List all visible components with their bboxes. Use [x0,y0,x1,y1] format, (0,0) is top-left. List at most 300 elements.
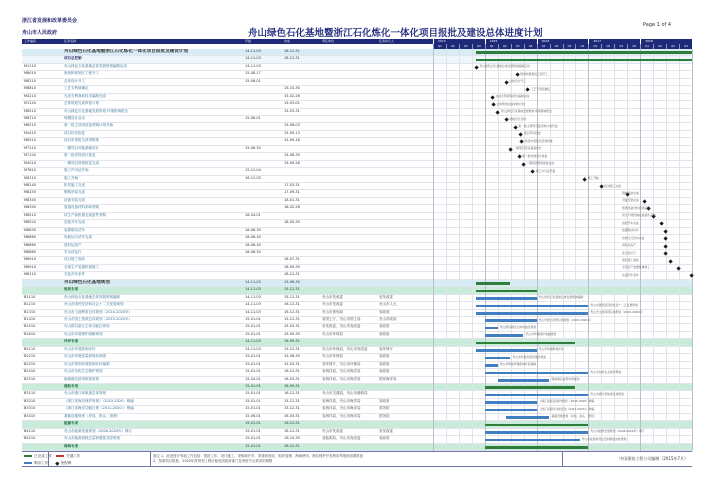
task-name: 舟山绿色石化基地总体发展规划编制 [64,294,120,299]
grid-line [653,49,654,451]
task-id: M8110 [24,175,36,180]
task-end: 16-12-31 [284,309,300,314]
quarter-label: Q4 [575,44,588,49]
task-start: 18-04-01 [245,212,261,217]
grid-line [485,49,486,451]
bar-label: 舟山市环境保护战略规划 [525,332,557,337]
task-id: M7120 [24,153,36,158]
grid-line [498,49,499,451]
milestone-diamond-icon[interactable] [664,237,669,242]
task-id: M4010 [24,160,36,165]
task-name: 舟山市国民经济和社会十二五发展规划 [64,302,124,307]
milestone-diamond-icon[interactable] [517,155,522,160]
quarter-label: Q4 [524,44,537,49]
task-start: 18-06-30 [245,235,261,240]
task-id: M8510 [24,212,36,217]
gantt-chart [433,49,692,451]
quarter-label: Q2 [446,44,459,49]
task-name: 施工许可证开始 [64,168,89,173]
task-approver: 省政府 [379,398,390,403]
task-id: M8910 [24,264,36,269]
task-end: 16-09-31 [284,339,300,344]
task-owner: 舟山市环保局 [322,354,343,359]
bar-label: 舟山市国土资源总体规划（2015-2020年） [538,317,593,322]
task-end: 15-03-31 [284,324,300,329]
year-2017: 2017 [588,39,640,44]
task-name: 设备安装完成 [64,197,85,202]
year-2016: 2016 [537,39,589,44]
quarter-label: Q1 [588,44,601,49]
task-end: 16-12-31 [284,391,300,396]
col-start[interactable]: 开始 [245,39,252,43]
summary-bar[interactable] [476,282,510,285]
grid-line [679,49,680,451]
task-approver: 国务院 [379,413,390,418]
milestone-label: 试生产前机械完成备件采购 [622,213,656,218]
task-owner: 省海洋局，舟山市海洋局 [322,369,361,374]
task-id: B4110 [24,428,36,433]
task-start: 14-11-03 [245,63,261,68]
task-owner: 舟山市发改委 [322,294,343,299]
task-start: 15-01-01 [245,331,261,336]
milestone-label: 完成专利商和技术编制完成 [495,94,530,99]
milestone-label: 项目申请报告获得核准 [524,138,553,143]
task-owner: 省国土厅，舟山市国土局 [322,317,361,321]
milestone-diamond-icon[interactable] [508,147,513,152]
col-name[interactable]: 任务名称 [64,39,77,43]
task-bar[interactable] [476,312,588,315]
milestone-diamond-icon[interactable] [491,103,496,108]
milestone-diamond-icon[interactable] [599,184,604,189]
task-start: 15-01-01 [245,436,261,441]
legend-critical: 关键工作 [56,454,80,459]
task-start: 18-06-30 [245,242,261,247]
quarter-label: Q2 [550,44,563,49]
quarter-label: Q2 [601,44,614,49]
credit: 中国建筑工程公司编制（2015年7月） [619,456,688,461]
task-id: B4210 [24,436,36,441]
grid-line [614,49,615,451]
task-end: 16-03-31 [284,376,300,381]
task-end: 15-09-30 [284,331,300,336]
bar-label: 舟山市环境容量和现状调查 [512,354,547,359]
task-id: B1410 [24,317,36,321]
task-end: 18-05-30 [284,220,300,225]
year-2015: 2015 [485,39,537,44]
milestone-label: 完备开车条件 [622,272,639,277]
task-bar[interactable] [485,372,589,375]
summary-bar[interactable] [485,446,589,449]
task-id: M8340 [24,197,36,202]
task-name: 海域海岛使用审批规划 [64,376,99,381]
task-owner: 舟山市规划局 [322,309,343,314]
task-id: M8510 [24,138,36,143]
task-end: 15-02-26 [284,93,300,98]
task-end: 16-12-31 [284,302,300,307]
milestone-diamond-icon[interactable] [677,266,682,271]
task-start: 15-04-01 [245,376,261,381]
task-start: 15-06-01 [245,78,261,83]
milestone-diamond-icon[interactable] [504,80,509,85]
milestone-label: 第一批主项用设备采购计划开始 [518,124,558,129]
bar-label: 《浙江省海洋功能区划（2011-2020）》修编 [538,406,595,411]
task-end: 15-12-31 [284,317,300,321]
task-end: 18-12-31 [284,49,300,53]
task-id: M8110 [24,272,36,277]
header-org-1: 浙江省发展和改革委员会 [22,18,78,24]
milestone-diamond-icon[interactable] [664,251,669,256]
task-name: 施工开始 [64,175,78,180]
task-start: 15-01-01 [245,421,261,426]
task-id: B3210 [24,398,36,403]
task-end: 18-12-31 [284,56,300,61]
task-start: 15-01-01 [245,384,261,388]
grid-line [459,49,460,451]
task-start: 15-06-01 [245,116,261,120]
bar-label: 舟山绿色石化基地总体发展规划编制 [538,295,584,300]
task-bar[interactable] [498,379,550,382]
task-start: 15-12-04 [245,168,261,173]
task-name: 《浙江省海洋功能区划（2011-2020）》修编 [64,406,134,411]
milestone-diamond-icon[interactable] [504,117,509,122]
task-end: 18-09-30 [284,264,300,269]
task-name: 试生产前机械完成备件采购 [64,212,106,217]
task-approver: 省发改委 [379,294,393,299]
milestone-label: 一期项目可能基础设计 [513,146,542,151]
task-approver: 省政府 [379,309,390,314]
milestone-label: 工艺专利商确定 [530,86,551,91]
quarter-label: Q1 [537,44,550,49]
task-start: 15-01-01 [245,391,261,396]
task-name: 装置联动试车 [64,227,85,232]
task-owner: 省能源局，舟山市发改委 [322,436,361,441]
task-id: M8350 [24,205,36,210]
milestone-diamond-icon[interactable] [668,259,673,264]
task-end: 16-12-31 [284,443,300,448]
task-id: B2410 [24,369,36,374]
task-end: 18-07-31 [284,257,300,262]
task-id: M8860 [24,235,36,240]
summary-bar[interactable] [485,386,576,389]
task-id: M8010 [24,71,36,76]
task-owner: 省海洋局，舟山市海洋局 [322,398,361,403]
task-id: M8810 [24,86,36,91]
task-owner: 舟山市发改委 [322,302,343,307]
task-bar[interactable] [476,349,536,352]
task-id: B2310 [24,361,36,366]
milestone-diamond-icon[interactable] [513,125,518,130]
quarter-label: Q3 [459,44,472,49]
quarter-label: Q3 [511,44,524,49]
quarter-label: Q2 [653,44,666,49]
task-name: 规划专项 [64,287,78,292]
task-end: 18-02-28 [284,205,300,210]
quarter-label: Q4 [679,44,692,49]
milestone-label: 总体设计开工 [509,79,527,84]
task-end: 15-03-01 [284,101,300,106]
bar-label: 舟山市能源消耗总量和强度双控规划 [581,436,627,441]
col-owner[interactable]: 责任单位 [322,39,335,43]
task-name: 海域专项 [64,443,78,448]
quarter-label: Q3 [614,44,627,49]
task-owner: 舟山市发改委 [322,428,343,433]
year-2018: 2018 [640,39,692,44]
summary-bar[interactable] [476,342,575,345]
milestone-label: 安全试运行 [622,250,636,255]
task-id: M8910 [24,257,36,262]
task-start: 14-11-03 [245,302,261,307]
task-name: 一期项目规划批复完成 [64,160,99,165]
task-name: 项目环评批复 [64,130,85,135]
task-name: 总体设计开工 [64,78,85,83]
task-bar[interactable] [485,394,589,397]
milestone-diamond-icon[interactable] [515,73,520,78]
milestone-label: 进料运投产 [622,243,636,248]
task-name: 舟山市环境保护战略规划 [64,331,103,336]
col-end[interactable]: 完成 [284,39,291,43]
task-approver: 省环保厅 [379,346,393,351]
milestone-label: 首批开车完成 [622,220,639,225]
task-id: B1610 [24,331,36,336]
task-name: 舟山市岛屿生态保护规划 [64,369,103,374]
quarter-label: Q4 [472,44,485,49]
task-approver: 省政府 [379,369,390,374]
task-id: B2110 [24,346,36,351]
task-start: 15-08-17 [245,71,261,76]
task-end: 16-12-31 [284,369,300,374]
task-end: 16-12-31 [284,421,300,426]
bar-label: 《浙江省海岛保护规划》（2015-2020）修编 [538,399,595,404]
task-name: 基础设施规划（岸线、码头、管网） [64,413,120,418]
task-name: 舟山市能源发展规划（2006-2020年）修订 [64,428,133,433]
milestone-label: 全部生产装置机械竣工 [622,265,650,270]
grid-line [472,49,473,451]
page-number: Page 1 of 4 [643,22,672,28]
milestone-label: 第一批详细设计批复 [522,153,548,158]
task-bar[interactable] [485,364,498,367]
task-owner: 舟山市交通局，舟山市港航局 [322,391,368,396]
task-bar[interactable] [485,431,589,434]
quarter-label: Q4 [627,44,640,49]
task-name: 项目总控制 [64,56,82,61]
task-end: 16-03-31 [284,413,300,418]
milestone-label: 机具施工完成 [604,183,622,188]
task-end: 15-06-30 [284,354,300,359]
footer [22,451,692,467]
task-end: 15-08-03 [284,123,300,128]
task-bar[interactable] [485,357,511,360]
task-start: 15-06-01 [245,413,261,418]
grid-line [446,49,447,451]
milestone-diamond-icon[interactable] [519,132,524,137]
bar-label: 基础设施规划（岸线、码头、管网） [551,414,597,419]
grid-line [601,49,602,451]
bar-label: 舟山市土地利用总体规划（2010-2020年） [590,310,645,315]
quarter-label: Q2 [498,44,511,49]
task-id: M1120 [24,101,36,106]
task-id: M8710 [24,116,36,120]
task-end: 17-03-31 [284,183,300,187]
task-id: M8520 [24,220,36,225]
task-bar[interactable] [476,305,588,308]
legend-milestone: 里程碑 [56,461,71,466]
task-name: 舟山市港口和航道总体规划 [64,391,106,396]
task-name: 项目申请报告获得核准 [64,138,99,143]
task-name: 全部生产装置机械竣工 [64,264,99,269]
milestone-diamond-icon[interactable] [664,229,669,234]
milestone-diamond-icon[interactable] [664,244,669,249]
grid-line [588,49,589,451]
task-end: 15-09-13 [284,130,300,135]
quarter-label: Q1 [433,44,446,49]
milestone-diamond-icon[interactable] [474,65,479,70]
task-name: 钢构吊装完成 [64,190,85,195]
task-bar[interactable] [476,297,536,300]
task-name: 一期项目可能基础设计 [64,145,99,150]
task-end: 15-09-18 [284,138,300,143]
task-owner: 省环保厅，舟山市环保局 [322,361,361,366]
milestone-diamond-icon[interactable] [530,170,535,175]
task-end: 15-12-31 [284,287,300,292]
task-start: 15-01-01 [245,361,261,366]
task-name: 舟山绿色石化基地规划 [64,279,110,285]
task-id: B1510 [24,324,36,329]
task-owner: 省海洋局，舟山市海洋局 [322,376,361,381]
task-name: 舟山绿色石化基地发展规划·环境影响报告 [64,108,129,113]
task-bar[interactable] [485,409,537,412]
milestone-label: 装置联动试车 [622,228,639,233]
col-note[interactable]: 任务执行人 [379,39,395,43]
legend-remaining: 剩余工作 [24,461,48,466]
task-name: 舟山群岛新区主体功能区规划 [64,324,110,329]
milestone-diamond-icon[interactable] [495,110,500,115]
milestone-diamond-icon[interactable] [642,199,647,204]
task-name: 总体规划完成审批计划 [64,101,99,106]
milestone-diamond-icon[interactable] [582,177,587,182]
task-approver: 省政府 [379,354,390,359]
task-end: 15-12-31 [284,346,300,351]
task-name: 规划和规划区工程开工 [64,71,99,76]
task-bar[interactable] [485,401,537,404]
task-name: 第一批详细设计批复 [64,153,96,158]
task-start: 15-01-01 [245,398,261,403]
gantt-header [433,39,692,49]
task-name: 《浙江省海岛保护规划》（2015-2020）修编 [64,398,134,403]
task-id: M4210 [24,93,36,98]
task-owner: 省发改委，舟山市发改委 [322,324,361,329]
milestone-label: 舟山绿色石化基地总体发展规划编制启动 [479,64,530,69]
task-end: 15-12-31 [284,398,300,403]
task-id: M7110 [24,145,36,150]
task-id: B1110 [24,294,36,299]
task-start: 14-11-03 [245,56,261,61]
milestone-diamond-icon [55,461,59,465]
task-bar[interactable] [485,439,580,442]
task-owner: 省海洋局，舟山市海洋局 [322,413,361,418]
task-start: 14-11-03 [245,49,261,53]
grid-line [575,49,576,451]
task-id: B1210 [24,302,36,307]
task-name: 负载运行试车完成 [64,235,92,240]
header-org-2: 舟山市人民政府 [22,30,58,36]
task-approver: 国家海洋局 [379,376,397,381]
milestone-diamond-icon[interactable] [659,222,664,227]
task-bar[interactable] [485,319,537,322]
task-id: B1310 [24,309,36,314]
bar-label: 舟山市环境影响评价 [538,347,564,352]
task-start: 18-06-30 [245,227,261,232]
milestone-label: 设备安装完成 [622,198,639,203]
milestone-label: 施工开始 [587,176,599,181]
task-name: 舟山市规划环境影响评价编制 [64,361,110,366]
task-name: 环评专项 [64,339,78,344]
column-header [22,39,433,44]
task-name: 安全试运行 [64,250,82,254]
task-start: 14-11-03 [245,294,261,299]
task-id: M8860 [24,250,36,254]
page-title: 舟山绿色石化基地暨浙江石化炼化一体化项目报批及建设总体进度计划 [248,28,543,39]
milestone-diamond-icon[interactable] [525,88,530,93]
milestone-diamond-icon[interactable] [521,162,526,167]
task-id: M4410 [24,130,36,135]
task-start: 16-12-05 [245,175,261,180]
milestone-label: 施工许可证开始 [535,168,556,173]
task-name: 舟山市能源消耗总量和强度双控规划 [64,436,120,441]
legend-done: 已完成工作 [24,454,52,459]
milestone-label: 项目环评批复 [524,131,541,136]
quarter-label: Q1 [640,44,653,49]
grid-line [563,49,564,451]
task-name: 舟山市国土资源总体规划（2015-2020年） [64,317,133,321]
bar-label: 舟山市国民经济和社会十二五发展规划 [590,302,638,307]
task-bar[interactable] [506,416,549,419]
quarter-label: Q3 [666,44,679,49]
task-bar[interactable] [485,327,498,330]
task-bar[interactable] [485,334,524,337]
task-start: 14-11-03 [245,287,261,292]
task-name: 工艺专利商确定 [64,86,89,91]
task-end: 15-08-30 [284,153,300,158]
task-name: 完备开车条件 [64,272,85,277]
task-end: 17-09-31 [284,190,300,195]
year-2014: 2014 [433,39,485,44]
task-end: 15-12-31 [284,406,300,411]
task-start: 15-01-01 [245,324,261,329]
task-id: M8860 [24,242,36,247]
bar-label: 海域海岛使用审批规划 [551,377,580,382]
task-end: 15-06-30 [284,279,300,284]
summary-bar[interactable] [476,59,691,62]
task-id: B2510 [24,376,36,381]
task-start: 15-01-01 [245,443,261,448]
task-end: 16-12-31 [284,428,300,433]
task-id: M8210 [24,123,36,128]
task-name: 机具施工完成 [64,183,85,187]
summary-bar[interactable] [476,51,691,54]
task-name: 进料运投产 [64,242,82,247]
summary-bar[interactable] [485,424,589,427]
milestone-diamond-icon[interactable] [490,95,495,100]
milestone-label: 管道设备材料到场采购 [622,205,650,210]
task-id: M8210 [24,78,36,83]
footnotes: 备注 1、此进度计划表工作包括：报批工作、设计施工、采购和开车、准备和验收、组织管理、海域使用、海岛保护开发利用等报批前期准备 2、按照项目报批，2020年度规划工程可能受到政府部门及审批节点需求的调整 [153,454,364,463]
col-id[interactable]: 工作编码 [24,39,37,43]
milestone-label: 规模设计启动 [509,116,527,121]
summary-bar[interactable] [476,290,536,293]
task-end: 15-03-31 [284,108,300,113]
task-start: 14-11-03 [245,279,261,284]
task-name: 首批开车完成 [64,220,85,225]
